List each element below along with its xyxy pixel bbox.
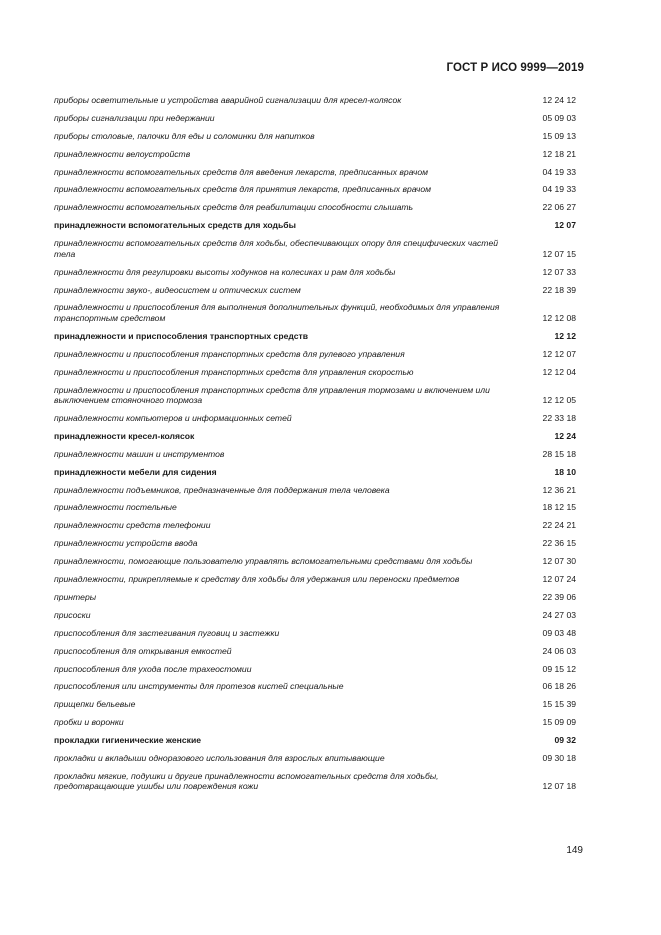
index-entry: [54, 771, 576, 792]
index-entry: [54, 302, 576, 323]
entry-term: приспособления для застегивания пуговиц и застежки: [54, 627, 280, 638]
entry-code: 09 32: [554, 735, 576, 746]
entry-code: 12 12 05: [542, 395, 576, 406]
entry-term: принадлежности кресел-колясок: [54, 430, 195, 441]
index-entry: [54, 753, 576, 764]
entry-term: приспособления для ухода после трахеостомии: [54, 663, 252, 674]
entry-term: принадлежности вспомогательных средств для реабилитации способности слышать: [54, 202, 414, 213]
index-entry: [54, 167, 576, 178]
entry-term: принадлежности подъемников, предназначенные для поддержания тела человека: [54, 484, 390, 495]
index-entry-heading: [54, 467, 576, 478]
entry-term: принадлежности вспомогательных средств для ходьбы, обеспечивающих опору для специфических частей тела: [54, 238, 499, 259]
entry-code: 12 24 12: [542, 95, 576, 105]
entry-term: принадлежности, помогающие пользователю управлять вспомогательными средствами для ходьбы: [54, 556, 473, 567]
entry-code: 22 36 15: [542, 538, 576, 549]
entry-term: принадлежности постельные: [54, 502, 177, 513]
entry-term: приборы сигнализации при недержании: [54, 112, 215, 123]
index-entry: [54, 485, 576, 496]
index-entry: [54, 149, 576, 160]
index-entry: [54, 413, 576, 424]
entry-term: пробки и воронки: [54, 717, 124, 728]
index-entry: [54, 646, 576, 657]
entry-code: 24 27 03: [542, 609, 576, 620]
entry-code: 12 18 21: [542, 148, 576, 159]
entry-term: приспособления для открывания емкостей: [54, 645, 232, 656]
entry-term: принадлежности и приспособления для выполнения дополнительных функций, необходимых для управления транспортным средством: [54, 302, 500, 323]
index-entry: [54, 610, 576, 621]
index-list: [54, 95, 576, 799]
entry-code: 12 07 33: [542, 266, 576, 277]
index-entry: [54, 349, 576, 360]
index-entry: [54, 267, 576, 278]
index-entry: [54, 556, 576, 567]
index-entry: [54, 449, 576, 460]
entry-code: 09 30 18: [542, 752, 576, 763]
entry-code: 12 12 08: [542, 312, 576, 323]
index-entry: [54, 592, 576, 603]
entry-term: прокладки и вкладыши одноразового использования для взрослых впитывающие: [54, 752, 385, 763]
entry-term: принадлежности средств телефонии: [54, 520, 211, 531]
index-entry: [54, 574, 576, 585]
index-entry: [54, 113, 576, 124]
index-entry: [54, 538, 576, 549]
entry-term: принадлежности для регулировки высоты ходунков на колесиках и рам для ходьбы: [54, 266, 396, 277]
entry-code: 18 10: [554, 466, 576, 477]
entry-code: 12 24: [554, 430, 576, 441]
entry-term: приборы осветительные и устройства аварийной сигнализации для кресел-колясок: [54, 95, 402, 105]
entry-code: 28 15 18: [542, 448, 576, 459]
entry-code: 15 09 13: [542, 130, 576, 141]
entry-code: 24 06 03: [542, 645, 576, 656]
entry-code: 12 07 30: [542, 556, 576, 567]
entry-code: 12 07 15: [542, 248, 576, 259]
entry-term: принадлежности устройств ввода: [54, 538, 198, 549]
entry-code: 09 15 12: [542, 663, 576, 674]
index-entry: [54, 681, 576, 692]
index-entry: [54, 699, 576, 710]
entry-code: 22 06 27: [542, 202, 576, 213]
entry-term: принадлежности и приспособления транспортных средств: [54, 330, 308, 341]
entry-term: прокладки мягкие, подушки и другие принадлежности вспомогательных средств для ходьбы, предотвращающие ушибы или повреждения кожи: [54, 770, 439, 792]
entry-code: 22 24 21: [542, 520, 576, 531]
entry-code: 05 09 03: [542, 112, 576, 123]
entry-code: 22 33 18: [542, 413, 576, 424]
entry-code: 04 19 33: [542, 184, 576, 195]
index-entry-heading: [54, 220, 576, 231]
index-entry-heading: [54, 735, 576, 746]
index-entry: [54, 95, 576, 106]
entry-code: 15 09 09: [542, 717, 576, 728]
entry-term: принадлежности велоустройств: [54, 148, 191, 159]
entry-code: 12 12: [554, 330, 576, 341]
index-entry: [54, 385, 576, 406]
document-header: ГОСТ Р ИСО 9999—2019: [446, 62, 584, 74]
entry-term: принадлежности и приспособления транспортных средств для управления скоростью: [54, 366, 414, 377]
entry-term: принадлежности звуко-, видеосистем и оптических систем: [54, 284, 301, 295]
index-entry: [54, 367, 576, 378]
entry-code: 12 07 24: [542, 574, 576, 585]
index-entry: [54, 502, 576, 513]
entry-code: 09 03 48: [542, 627, 576, 638]
entry-code: 06 18 26: [542, 681, 576, 692]
index-entry: [54, 184, 576, 195]
entry-term: приборы столовые, палочки для еды и соломинки для напитков: [54, 130, 315, 141]
index-entry: [54, 285, 576, 296]
index-entry: [54, 238, 576, 259]
index-entry-heading: [54, 431, 576, 442]
entry-term: принадлежности мебели для сидения: [54, 466, 217, 477]
index-entry-heading: [54, 331, 576, 342]
entry-term: принадлежности компьютеров и информационных сетей: [54, 413, 292, 424]
entry-term: присоски: [54, 609, 91, 620]
entry-term: принадлежности вспомогательных средств для принятия лекарств, предписанных врачом: [54, 184, 432, 195]
entry-code: 12 07: [554, 220, 576, 231]
entry-code: 12 12 04: [542, 366, 576, 377]
entry-term: принтеры: [54, 591, 97, 602]
index-entry: [54, 202, 576, 213]
entry-term: принадлежности вспомогательных средств для введения лекарств, предписанных врачом: [54, 166, 429, 177]
entry-code: 04 19 33: [542, 166, 576, 177]
entry-term: приспособления или инструменты для протезов кистей специальные: [54, 681, 344, 692]
entry-code: 22 18 39: [542, 284, 576, 295]
entry-code: 12 12 07: [542, 348, 576, 359]
page-number: 149: [566, 845, 583, 856]
entry-term: принадлежности, прикрепляемые к средству для ходьбы для удержания или переноски предметов: [54, 574, 460, 585]
entry-term: принадлежности и приспособления транспортных средств для управления тормозами и включением или выключением стояночного тормоза: [54, 384, 490, 406]
entry-code: 12 07 18: [542, 781, 576, 792]
index-entry: [54, 131, 576, 142]
entry-term: принадлежности вспомогательных средств для ходьбы: [54, 220, 296, 231]
index-entry: [54, 520, 576, 531]
entry-term: принадлежности машин и инструментов: [54, 448, 225, 459]
entry-code: 18 12 15: [542, 502, 576, 513]
index-entry: [54, 628, 576, 639]
entry-term: прокладки гигиенические женские: [54, 735, 202, 746]
index-entry: [54, 717, 576, 728]
entry-term: прищепки бельевые: [54, 699, 136, 710]
entry-code: 22 39 06: [542, 591, 576, 602]
entry-code: 12 36 21: [542, 484, 576, 495]
entry-code: 15 15 39: [542, 699, 576, 710]
entry-term: принадлежности и приспособления транспортных средств для рулевого управления: [54, 348, 405, 359]
index-entry: [54, 664, 576, 675]
